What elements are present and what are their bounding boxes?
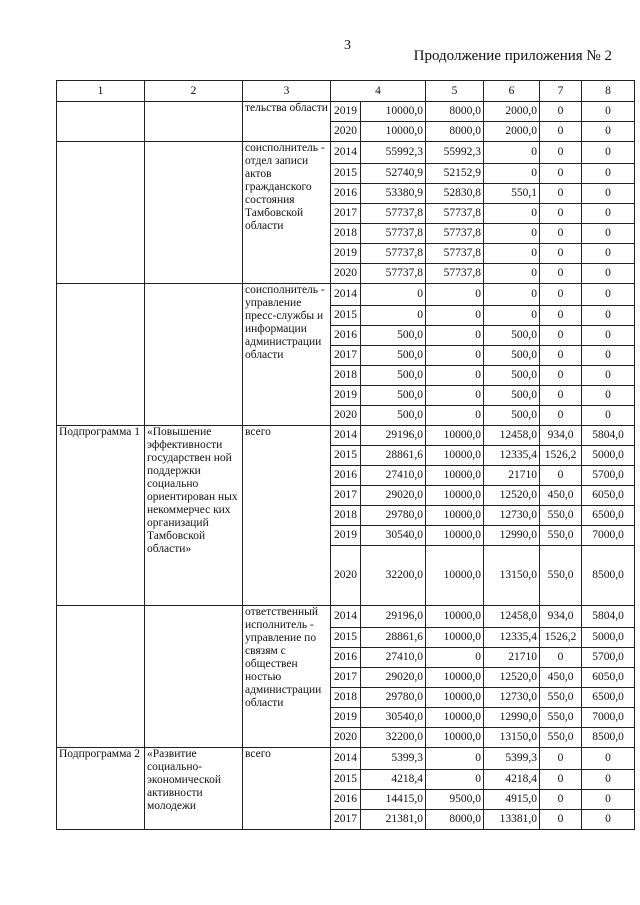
local-cell: 0 xyxy=(540,204,582,224)
subprogram-name-cell xyxy=(145,102,243,142)
total-cell: 53380,9 xyxy=(361,184,426,204)
regional-cell: 2000,0 xyxy=(484,122,540,142)
local-cell: 0 xyxy=(540,770,582,790)
local-cell: 550,0 xyxy=(540,526,582,546)
total-cell: 57737,8 xyxy=(361,224,426,244)
regional-cell: 500,0 xyxy=(484,366,540,386)
federal-cell: 10000,0 xyxy=(426,708,484,728)
year-cell: 2014 xyxy=(331,606,361,628)
total-cell: 5399,3 xyxy=(361,748,426,770)
other-cell: 7000,0 xyxy=(582,708,635,728)
other-cell: 7000,0 xyxy=(582,526,635,546)
federal-cell: 10000,0 xyxy=(426,606,484,628)
regional-cell: 0 xyxy=(484,224,540,244)
year-cell: 2018 xyxy=(331,506,361,526)
federal-cell: 10000,0 xyxy=(426,668,484,688)
subprogram-cell xyxy=(57,284,145,426)
regional-cell: 13150,0 xyxy=(484,546,540,606)
executor-cell: соисполнитель - управление пресс-службы и информации администрации области xyxy=(243,284,331,426)
other-cell: 8500,0 xyxy=(582,546,635,606)
other-cell: 0 xyxy=(582,264,635,284)
total-cell: 57737,8 xyxy=(361,244,426,264)
executor-cell: ответственный исполнитель - управление по связям с обществен ностью администрации области xyxy=(243,606,331,748)
header-cell: 4 xyxy=(331,81,426,102)
table-body xyxy=(57,102,635,830)
year-cell: 2015 xyxy=(331,164,361,184)
federal-cell: 57737,8 xyxy=(426,244,484,264)
subprogram-name-cell: «Повышение эффективности государствен ной поддержки социально ориентирован ных некоммерчес ких организаций Тамбовской области» xyxy=(145,426,243,606)
other-cell: 0 xyxy=(582,244,635,264)
local-cell: 934,0 xyxy=(540,426,582,446)
total-cell: 0 xyxy=(361,306,426,326)
year-cell: 2016 xyxy=(331,184,361,204)
regional-cell: 0 xyxy=(484,244,540,264)
total-cell: 500,0 xyxy=(361,346,426,366)
regional-cell: 2000,0 xyxy=(484,102,540,122)
other-cell: 5804,0 xyxy=(582,606,635,628)
header-cell: 7 xyxy=(540,81,582,102)
year-cell: 2019 xyxy=(331,526,361,546)
year-cell: 2015 xyxy=(331,306,361,326)
year-cell: 2015 xyxy=(331,770,361,790)
year-cell: 2017 xyxy=(331,204,361,224)
local-cell: 0 xyxy=(540,142,582,164)
other-cell: 0 xyxy=(582,204,635,224)
federal-cell: 10000,0 xyxy=(426,728,484,748)
regional-cell: 13150,0 xyxy=(484,728,540,748)
table-row xyxy=(57,102,635,122)
other-cell: 0 xyxy=(582,346,635,366)
federal-cell: 0 xyxy=(426,326,484,346)
federal-cell: 0 xyxy=(426,406,484,426)
total-cell: 21381,0 xyxy=(361,810,426,830)
subprogram-cell xyxy=(57,606,145,748)
local-cell: 550,0 xyxy=(540,688,582,708)
local-cell: 550,0 xyxy=(540,506,582,526)
year-cell: 2019 xyxy=(331,102,361,122)
local-cell: 0 xyxy=(540,122,582,142)
header-cell: 6 xyxy=(484,81,540,102)
regional-cell: 12458,0 xyxy=(484,426,540,446)
local-cell: 550,0 xyxy=(540,708,582,728)
year-cell: 2018 xyxy=(331,366,361,386)
federal-cell: 10000,0 xyxy=(426,446,484,466)
year-cell: 2017 xyxy=(331,486,361,506)
local-cell: 1526,2 xyxy=(540,628,582,648)
other-cell: 0 xyxy=(582,306,635,326)
federal-cell: 52830,8 xyxy=(426,184,484,204)
total-cell: 28861,6 xyxy=(361,628,426,648)
local-cell: 0 xyxy=(540,810,582,830)
local-cell: 550,0 xyxy=(540,728,582,748)
year-cell: 2014 xyxy=(331,748,361,770)
federal-cell: 10000,0 xyxy=(426,426,484,446)
other-cell: 0 xyxy=(582,102,635,122)
total-cell: 30540,0 xyxy=(361,526,426,546)
total-cell: 55992,3 xyxy=(361,142,426,164)
federal-cell: 8000,0 xyxy=(426,122,484,142)
regional-cell: 12458,0 xyxy=(484,606,540,628)
year-cell: 2015 xyxy=(331,446,361,466)
regional-cell: 12520,0 xyxy=(484,668,540,688)
subprogram-name-cell xyxy=(145,284,243,426)
year-cell: 2014 xyxy=(331,142,361,164)
federal-cell: 0 xyxy=(426,284,484,306)
local-cell: 550,0 xyxy=(540,546,582,606)
year-cell: 2018 xyxy=(331,224,361,244)
table-row xyxy=(57,426,635,446)
local-cell: 0 xyxy=(540,648,582,668)
total-cell: 500,0 xyxy=(361,366,426,386)
other-cell: 0 xyxy=(582,164,635,184)
regional-cell: 0 xyxy=(484,306,540,326)
total-cell: 29780,0 xyxy=(361,506,426,526)
subprogram-name-cell xyxy=(145,142,243,284)
other-cell: 6050,0 xyxy=(582,486,635,506)
executor-cell: тельства области xyxy=(243,102,331,142)
local-cell: 934,0 xyxy=(540,606,582,628)
regional-cell: 4218,4 xyxy=(484,770,540,790)
header-cell: 5 xyxy=(426,81,484,102)
table-row xyxy=(57,284,635,306)
year-cell: 2020 xyxy=(331,406,361,426)
federal-cell: 0 xyxy=(426,648,484,668)
other-cell: 0 xyxy=(582,770,635,790)
federal-cell: 55992,3 xyxy=(426,142,484,164)
local-cell: 0 xyxy=(540,748,582,770)
table-row xyxy=(57,606,635,628)
appendix-caption: Продолжение приложения № 2 xyxy=(413,48,612,64)
page-number: 3 xyxy=(344,38,351,53)
total-cell: 29196,0 xyxy=(361,606,426,628)
local-cell: 0 xyxy=(540,326,582,346)
total-cell: 500,0 xyxy=(361,406,426,426)
local-cell: 0 xyxy=(540,164,582,184)
regional-cell: 5399,3 xyxy=(484,748,540,770)
federal-cell: 10000,0 xyxy=(426,466,484,486)
local-cell: 450,0 xyxy=(540,668,582,688)
year-cell: 2014 xyxy=(331,426,361,446)
federal-cell: 10000,0 xyxy=(426,526,484,546)
executor-cell: всего xyxy=(243,426,331,606)
other-cell: 5700,0 xyxy=(582,648,635,668)
table-row xyxy=(57,142,635,164)
federal-cell: 52152,9 xyxy=(426,164,484,184)
other-cell: 0 xyxy=(582,366,635,386)
regional-cell: 500,0 xyxy=(484,326,540,346)
total-cell: 10000,0 xyxy=(361,122,426,142)
regional-cell: 0 xyxy=(484,142,540,164)
other-cell: 0 xyxy=(582,790,635,810)
federal-cell: 10000,0 xyxy=(426,628,484,648)
header-row xyxy=(57,81,635,102)
local-cell: 0 xyxy=(540,264,582,284)
federal-cell: 0 xyxy=(426,306,484,326)
other-cell: 0 xyxy=(582,184,635,204)
year-cell: 2019 xyxy=(331,708,361,728)
local-cell: 0 xyxy=(540,244,582,264)
year-cell: 2016 xyxy=(331,466,361,486)
year-cell: 2017 xyxy=(331,668,361,688)
federal-cell: 10000,0 xyxy=(426,486,484,506)
federal-cell: 0 xyxy=(426,748,484,770)
year-cell: 2020 xyxy=(331,264,361,284)
regional-cell: 21710 xyxy=(484,466,540,486)
local-cell: 0 xyxy=(540,184,582,204)
regional-cell: 0 xyxy=(484,204,540,224)
other-cell: 5000,0 xyxy=(582,628,635,648)
other-cell: 5700,0 xyxy=(582,466,635,486)
total-cell: 57737,8 xyxy=(361,264,426,284)
total-cell: 14415,0 xyxy=(361,790,426,810)
other-cell: 0 xyxy=(582,810,635,830)
federal-cell: 57737,8 xyxy=(426,204,484,224)
total-cell: 29196,0 xyxy=(361,426,426,446)
header-cell: 8 xyxy=(582,81,635,102)
total-cell: 500,0 xyxy=(361,386,426,406)
total-cell: 27410,0 xyxy=(361,648,426,668)
local-cell: 0 xyxy=(540,386,582,406)
year-cell: 2014 xyxy=(331,284,361,306)
local-cell: 0 xyxy=(540,790,582,810)
federal-cell: 57737,8 xyxy=(426,224,484,244)
header-cell: 2 xyxy=(145,81,243,102)
total-cell: 32200,0 xyxy=(361,728,426,748)
total-cell: 30540,0 xyxy=(361,708,426,728)
federal-cell: 9500,0 xyxy=(426,790,484,810)
year-cell: 2015 xyxy=(331,628,361,648)
other-cell: 0 xyxy=(582,406,635,426)
total-cell: 29020,0 xyxy=(361,668,426,688)
regional-cell: 12335,4 xyxy=(484,446,540,466)
year-cell: 2016 xyxy=(331,648,361,668)
federal-cell: 8000,0 xyxy=(426,810,484,830)
executor-cell: всего xyxy=(243,748,331,830)
total-cell: 29780,0 xyxy=(361,688,426,708)
subprogram-cell xyxy=(57,102,145,142)
year-cell: 2016 xyxy=(331,326,361,346)
total-cell: 10000,0 xyxy=(361,102,426,122)
total-cell: 0 xyxy=(361,284,426,306)
other-cell: 5000,0 xyxy=(582,446,635,466)
regional-cell: 500,0 xyxy=(484,386,540,406)
other-cell: 0 xyxy=(582,284,635,306)
header-cell: 3 xyxy=(243,81,331,102)
regional-cell: 12335,4 xyxy=(484,628,540,648)
federal-cell: 8000,0 xyxy=(426,102,484,122)
other-cell: 0 xyxy=(582,748,635,770)
year-cell: 2019 xyxy=(331,386,361,406)
regional-cell: 12520,0 xyxy=(484,486,540,506)
other-cell: 6500,0 xyxy=(582,688,635,708)
total-cell: 52740,9 xyxy=(361,164,426,184)
other-cell: 0 xyxy=(582,224,635,244)
regional-cell: 0 xyxy=(484,164,540,184)
local-cell: 1526,2 xyxy=(540,446,582,466)
year-cell: 2020 xyxy=(331,546,361,606)
subprogram-cell: Подпрограмма 1 xyxy=(57,426,145,606)
other-cell: 0 xyxy=(582,386,635,406)
year-cell: 2018 xyxy=(331,688,361,708)
subprogram-name-cell: «Развитие социально-экономической активности молодежи xyxy=(145,748,243,830)
subprogram-cell: Подпрограмма 2 xyxy=(57,748,145,830)
federal-cell: 0 xyxy=(426,346,484,366)
regional-cell: 21710 xyxy=(484,648,540,668)
other-cell: 6050,0 xyxy=(582,668,635,688)
table-row xyxy=(57,748,635,770)
regional-cell: 0 xyxy=(484,264,540,284)
local-cell: 0 xyxy=(540,224,582,244)
year-cell: 2016 xyxy=(331,790,361,810)
regional-cell: 12730,0 xyxy=(484,506,540,526)
total-cell: 29020,0 xyxy=(361,486,426,506)
federal-cell: 0 xyxy=(426,770,484,790)
total-cell: 32200,0 xyxy=(361,546,426,606)
local-cell: 0 xyxy=(540,346,582,366)
total-cell: 57737,8 xyxy=(361,204,426,224)
total-cell: 28861,6 xyxy=(361,446,426,466)
federal-cell: 10000,0 xyxy=(426,506,484,526)
federal-cell: 0 xyxy=(426,386,484,406)
subprogram-name-cell xyxy=(145,606,243,748)
regional-cell: 500,0 xyxy=(484,406,540,426)
federal-cell: 0 xyxy=(426,366,484,386)
year-cell: 2019 xyxy=(331,244,361,264)
federal-cell: 10000,0 xyxy=(426,546,484,606)
regional-cell: 500,0 xyxy=(484,346,540,366)
other-cell: 0 xyxy=(582,326,635,346)
local-cell: 0 xyxy=(540,466,582,486)
other-cell: 6500,0 xyxy=(582,506,635,526)
total-cell: 27410,0 xyxy=(361,466,426,486)
year-cell: 2017 xyxy=(331,810,361,830)
other-cell: 8500,0 xyxy=(582,728,635,748)
local-cell: 0 xyxy=(540,306,582,326)
local-cell: 0 xyxy=(540,284,582,306)
header-cell: 1 xyxy=(57,81,145,102)
regional-cell: 13381,0 xyxy=(484,810,540,830)
local-cell: 0 xyxy=(540,102,582,122)
local-cell: 0 xyxy=(540,406,582,426)
regional-cell: 12990,0 xyxy=(484,526,540,546)
local-cell: 0 xyxy=(540,366,582,386)
regional-cell: 4915,0 xyxy=(484,790,540,810)
other-cell: 5804,0 xyxy=(582,426,635,446)
regional-cell: 0 xyxy=(484,284,540,306)
other-cell: 0 xyxy=(582,142,635,164)
subprogram-cell xyxy=(57,142,145,284)
total-cell: 500,0 xyxy=(361,326,426,346)
year-cell: 2017 xyxy=(331,346,361,366)
regional-cell: 550,1 xyxy=(484,184,540,204)
year-cell: 2020 xyxy=(331,728,361,748)
budget-table xyxy=(56,80,635,830)
total-cell: 4218,4 xyxy=(361,770,426,790)
regional-cell: 12730,0 xyxy=(484,688,540,708)
federal-cell: 57737,8 xyxy=(426,264,484,284)
federal-cell: 10000,0 xyxy=(426,688,484,708)
executor-cell: соисполнитель - отдел записи актов гражданского состояния Тамбовской области xyxy=(243,142,331,284)
year-cell: 2020 xyxy=(331,122,361,142)
other-cell: 0 xyxy=(582,122,635,142)
local-cell: 450,0 xyxy=(540,486,582,506)
regional-cell: 12990,0 xyxy=(484,708,540,728)
